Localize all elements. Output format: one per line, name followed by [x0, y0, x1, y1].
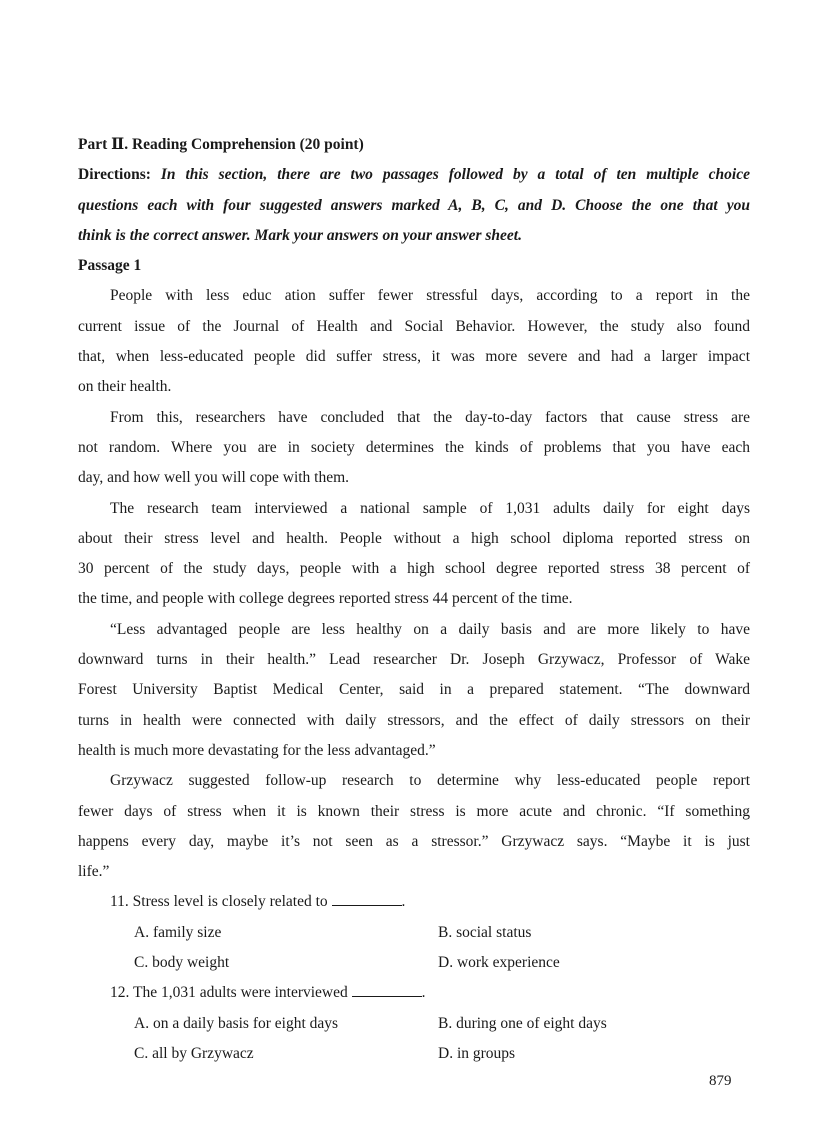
paragraph: [78, 494, 750, 615]
paragraph-line: turns in health were connected with daily stressors, and the effect of daily stressors on their: [78, 711, 750, 729]
option-row: [78, 1009, 750, 1039]
paragraph-line: life.”: [78, 863, 110, 881]
paragraph: [78, 281, 750, 402]
option-a: A. family size: [134, 923, 222, 941]
paragraph-line: 30 percent of the study days, people with a high school degree reported stress 38 percent of: [78, 560, 750, 578]
paragraph: [78, 766, 750, 887]
paragraph-line: Forest University Baptist Medical Center, said in a prepared statement. “The downward: [78, 681, 750, 699]
option-row: [78, 918, 750, 948]
paragraph-line: about their stress level and health. People without a high school diploma reported stress on: [78, 529, 750, 547]
option-d: D. in groups: [438, 1044, 516, 1062]
paragraph: [78, 403, 750, 494]
paragraph-line: happens every day, maybe it’s not seen as a stressor.” Grzywacz says. “Maybe it is just: [78, 832, 750, 850]
paragraph-line: “Less advantaged people are less healthy on a daily basis and are more likely to have: [110, 620, 750, 638]
option-b: B. during one of eight days: [438, 1014, 607, 1032]
option-row: [78, 1039, 750, 1069]
paragraph-line: not random. Where you are in society determines the kinds of problems that you have each: [78, 438, 750, 456]
passage-title: Passage 1: [78, 257, 142, 275]
paragraph-line: the time, and people with college degrees reported stress 44 percent of the time.: [78, 590, 573, 608]
paragraph: [78, 615, 750, 766]
question-11: [78, 887, 750, 978]
question-12: [78, 978, 750, 1069]
directions-label: Directions:: [78, 166, 151, 184]
directions-line-2: questions each with four suggested answers marked A, B, C, and D. Choose the one that you: [78, 196, 750, 214]
paragraph-line: People with less educ ation suffer fewer stressful days, according to a report in the: [110, 287, 750, 305]
option-d: D. work experience: [438, 954, 560, 972]
answer-blank: [352, 983, 422, 997]
option-c: C. all by Grzywacz: [134, 1044, 254, 1062]
option-row: [78, 948, 750, 978]
directions-line-3: think is the correct answer. Mark your answers on your answer sheet.: [78, 226, 522, 244]
paragraph-line: From this, researchers have concluded that the day-to-day factors that cause stress are: [110, 408, 750, 426]
paragraph-line: The research team interviewed a national sample of 1,031 adults daily for eight days: [110, 499, 750, 517]
option-a: A. on a daily basis for eight days: [134, 1014, 339, 1032]
directions-line-1: [78, 160, 750, 190]
question-stem: [78, 978, 750, 1008]
question-stem-end: .: [401, 893, 406, 911]
option-c: C. body weight: [134, 954, 230, 972]
paragraph-line: Grzywacz suggested follow-up research to determine why less-educated people report: [110, 772, 750, 790]
question-stem: [78, 887, 750, 917]
paragraph-line: that, when less-educated people did suffer stress, it was more severe and had a larger impact: [78, 348, 750, 366]
section-title: Part Ⅱ. Reading Comprehension (20 point): [78, 136, 364, 153]
paragraph-line: on their health.: [78, 378, 172, 396]
paragraph-line: current issue of the Journal of Health and Social Behavior. However, the study also found: [78, 317, 750, 335]
page-number: 879: [709, 1073, 732, 1089]
question-stem-end: .: [421, 984, 426, 1002]
directions-text: In this section, there are two passages followed by a total of ten multiple choice: [150, 166, 750, 184]
question-stem-text: 12. The 1,031 adults were interviewed: [110, 984, 348, 1002]
paragraph-line: fewer days of stress when it is known their stress is more acute and chronic. “If something: [78, 802, 750, 820]
question-stem-text: 11. Stress level is closely related to: [110, 893, 328, 911]
paragraph-line: downward turns in their health.” Lead researcher Dr. Joseph Grzywacz, Professor of Wake: [78, 651, 750, 669]
paragraph-line: health is much more devastating for the less advantaged.”: [78, 741, 436, 759]
option-b: B. social status: [438, 923, 532, 941]
document-page: [78, 130, 750, 1069]
answer-blank: [332, 892, 402, 906]
paragraph-line: day, and how well you will cope with them.: [78, 469, 350, 487]
